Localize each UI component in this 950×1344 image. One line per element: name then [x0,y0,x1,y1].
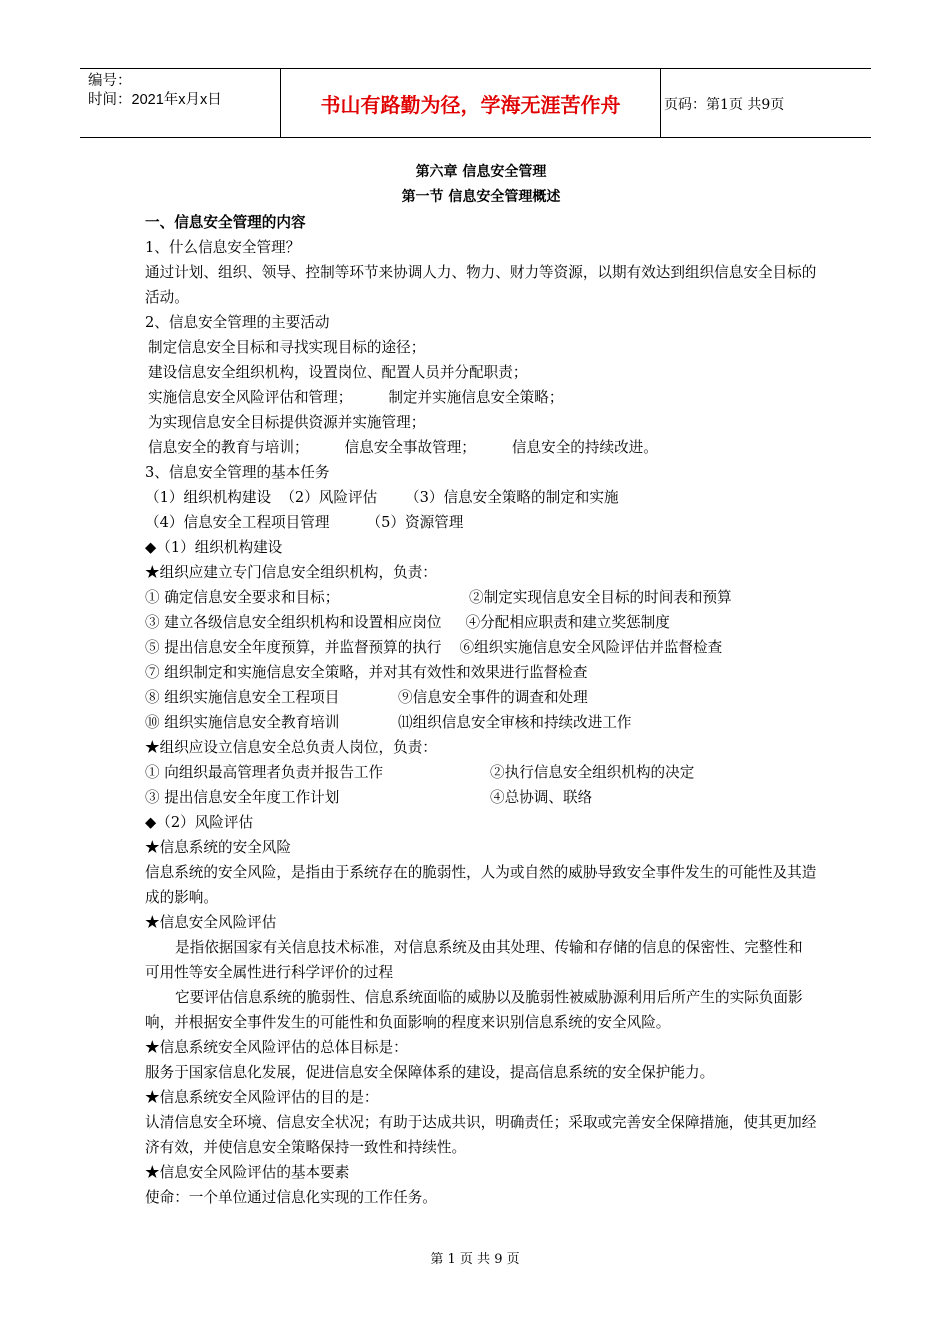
question-2: 2、信息安全管理的主要活动 [145,314,330,331]
document-header [80,68,871,138]
activity-item: 实施信息安全风险评估和管理； 制定并实施信息安全策略； [148,389,564,406]
star-item: ★组织应建立专门信息安全组织机构，负责： [145,564,437,581]
activity-item: 信息安全的教育与培训； 信息安全事故管理； 信息安全的持续改进。 [148,439,658,456]
paragraph: 信息系统的安全风险，是指由于系统存在的脆弱性，人为或自然的威胁导致安全事件发生的可能性及其造成的影响。 [145,864,817,906]
document-body [145,160,817,1210]
activity-item: 制定信息安全目标和寻找实现目标的途径； [148,339,426,356]
task-list: （1）组织机构建设 （2）风险评估 （3）信息安全策略的制定和实施 [145,489,619,506]
paragraph: 认清信息安全环境、信息安全状况；有助于达成共识，明确责任；采取或完善安全保障措施，使其更加经济有效，并使信息安全策略保持一致性和持续性。 [145,1114,817,1156]
paragraph-definition: 通过计划、组织、领导、控制等环节来协调人力、物力、财力等资源，以期有效达到组织信息安全目标的活动。 [145,264,817,306]
activity-item: 建设信息安全组织机构，设置岗位、配置人员并分配职责； [148,364,528,381]
paragraph: 是指依据国家有关信息技术标准，对信息系统及由其处理、传输和存储的信息的保密性、完整性和可用性等安全属性进行科学评价的过程 [145,939,803,981]
duty-row: ③ 建立各级信息安全组织机构和设置相应岗位 ④分配相应职责和建立奖惩制度 [145,614,670,631]
duty-row: ⑦ 组织制定和实施信息安全策略，并对其有效性和效果进行监督检查 [145,664,588,681]
duty-row: ① 向组织最高管理者负责并报告工作 ②执行信息安全组织机构的决定 [145,764,695,781]
time-label: 时间：2021年x月x日 [88,92,222,108]
star-item: ★信息系统安全风险评估的总体目标是： [145,1039,408,1056]
header-left [88,72,222,110]
duty-row: ③ 提出信息安全年度工作计划 ④总协调、联络 [145,789,593,806]
duty-row: ① 确定信息安全要求和目标； ②制定实现信息安全目标的时间表和预算 [145,589,732,606]
question-1: 1、什么信息安全管理？ [145,239,301,256]
star-item: ★组织应设立信息安全总负责人岗位，负责： [145,739,437,756]
duty-row: ⑧ 组织实施信息安全工程项目 ⑨信息安全事件的调查和处理 [145,689,588,706]
star-item: ★信息系统的安全风险 [145,839,291,856]
star-item: ★信息安全风险评估的基本要素 [145,1164,350,1181]
section-title: 第一节 信息安全管理概述 [401,189,561,205]
paragraph: 使命：一个单位通过信息化实现的工作任务。 [145,1189,437,1206]
paragraph: 服务于国家信息化发展，促进信息安全保障体系的建设，提高信息系统的安全保护能力。 [145,1064,715,1081]
header-page-info: 页码：第1页 共9页 [664,97,785,113]
heading-content: 一、信息安全管理的内容 [145,214,306,231]
subheading-org: ◆（1）组织机构建设 [145,539,283,556]
star-item: ★信息系统安全风险评估的目的是： [145,1089,379,1106]
question-3: 3、信息安全管理的基本任务 [145,464,330,481]
paragraph: 它要评估信息系统的脆弱性、信息系统面临的威胁以及脆弱性被威胁源利用后所产生的实际负面影响，并根据安全事件发生的可能性和负面影响的程度来识别信息系统的安全风险。 [145,989,803,1031]
activity-item: 为实现信息安全目标提供资源并实施管理； [148,414,426,431]
chapter-title: 第六章 信息安全管理 [415,164,547,180]
duty-row: ⑤ 提出信息安全年度预算，并监督预算的执行 ⑥组织实施信息安全风险评估并监督检查 [145,639,723,656]
page-footer: 第 1 页 共 9 页 [430,1252,520,1267]
header-motto: 书山有路勤为径，学海无涯苦作舟 [320,92,621,117]
duty-row: ⑩ 组织实施信息安全教育培训 ⑾组织信息安全审核和持续改进工作 [145,714,632,731]
number-label: 编号： [88,73,132,89]
task-list: （4）信息安全工程项目管理 （5）资源管理 [145,514,464,531]
subheading-risk: ◆（2）风险评估 [145,814,254,831]
star-item: ★信息安全风险评估 [145,914,277,931]
